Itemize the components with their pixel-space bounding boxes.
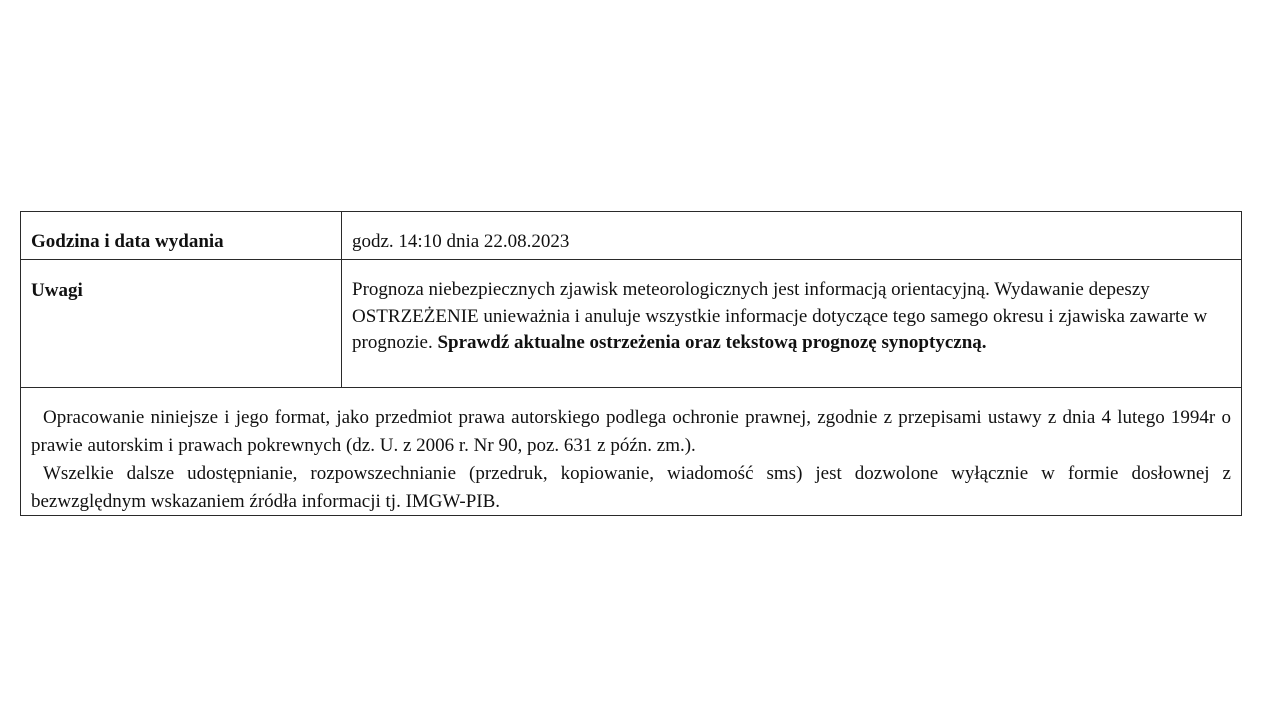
copyright-notice: Opracowanie niniejsze i jego format, jako przedmiot prawa autorskiego podlega ochronie prawnej, zgodnie z przepisami ustawy z dnia 4 lutego 1994r o prawie autorskim i prawach pokrewnych (dz. U. z 2006 r. Nr 90, poz. 631 z późn. zm.). [31,407,1231,456]
issue-time-row [21,212,1241,260]
issue-time-label: Godzina i data wydania [21,212,342,259]
warning-info-table [20,211,1242,516]
notes-row [21,260,1241,388]
notes-value [342,260,1241,387]
sharing-notice: Wszelkie dalsze udostępnianie, rozpowszechnianie (przedruk, kopiowanie, wiadomość sms) jest dozwolone wyłącznie w formie dosłownej z bezwzględnym wskazaniem źródła informacji tj. IMGW-PIB. [31,463,1231,512]
notes-bold-text: Sprawdź aktualne ostrzeżenia oraz tekstową prognozę synoptyczną. [437,332,987,353]
copyright-footer [21,388,1241,515]
notes-label: Uwagi [21,260,342,387]
issue-time-value: godz. 14:10 dnia 22.08.2023 [352,230,570,252]
notes-text: Prognoza niebezpiecznych zjawisk meteorologicznych jest informacją orientacyjną. Wydawanie depeszy OSTRZEŻENIE unieważnia i anuluje wszystkie informacje dotyczące tego samego okresu i zjawiska zawarte w prognozie. [352,279,1208,353]
